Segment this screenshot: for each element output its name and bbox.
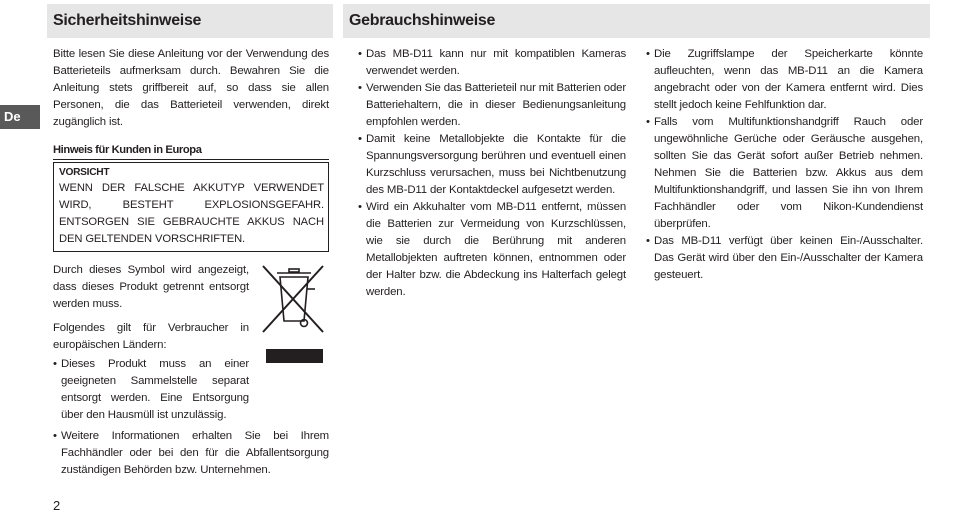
- europe-notice-heading: Hinweis für Kunden in Europa: [53, 142, 329, 160]
- list-item: • Das MB-D11 verfügt über keinen Ein-/Ausschalter. Das Gerät wird über den Ein-/Ausschalter der Kamera gesteuert.: [646, 233, 923, 284]
- warning-text: WENN DER FALSCHE AKKUTYP VERWENDET WIRD, BESTEHT EXPLOSIONSGEFAHR. ENTSORGEN SIE GEBRAUCHTE AKKUS NACH DEN GELTENDEN VORSCHRIFTEN.: [59, 182, 324, 245]
- list-item: • Damit keine Metallobjekte die Kontakte für die Spannungsversorgung berühren und eventuell einen Kurzschluss verursachen, muss bei Nichtbenutzung des MB-D11 der Kontaktdeckel aufgesetzt werden.: [358, 131, 626, 199]
- list-item: • Verwenden Sie das Batterieteil nur mit Batterien oder Batteriehaltern, die in dieser Bedienungsanleitung empfohlen werden.: [358, 80, 626, 131]
- disposal-list: [53, 356, 329, 483]
- disposal-symbol-text: Durch dieses Symbol wird angezeigt, dass dieses Produkt getrennt entsorgt werden muss.: [53, 264, 249, 310]
- crossed-bin-icon: [259, 263, 327, 335]
- list-item: • Weitere Informationen erhalten Sie bei Ihrem Fachhändler oder bei den für die Abfallentsorgung zuständigen Behörden bzw. Unternehmen.: [53, 428, 329, 479]
- list-item: • Falls vom Multifunktionshandgriff Rauch oder ungewöhnliche Gerüche oder Geräusche ausgehen, sollten Sie das Gerät sofort außer Betrieb nehmen. Nehmen Sie die Batterien bzw. Akkus aus dem Multifunktionshandgriff, und lassen Sie ihn von Ihrem Fachhändler oder vom Nikon-Kundendienst überprüfen.: [646, 114, 923, 233]
- consumers-text: Folgendes gilt für Verbraucher in europäischen Ländern:: [53, 322, 249, 351]
- warning-box: [53, 162, 329, 252]
- language-tab: De: [0, 105, 40, 129]
- warning-title: VORSICHT: [59, 167, 110, 178]
- list-item: • Wird ein Akkuhalter vom MB-D11 entfernt, müssen die Batterien zur Vermeidung von Kurzschlüssen, wie sie durch die Berührung mit anderen Metallobjekten auftreten können, entnommen oder der Halter bzw. die Abdeckung ins Halterfach gelegt werden.: [358, 199, 626, 301]
- usage-header: Gebrauchshinweise: [343, 4, 930, 38]
- usage-list-column-1: [358, 46, 626, 301]
- safety-header: Sicherheitshinweise: [47, 4, 333, 38]
- page-number: 2: [53, 498, 61, 513]
- usage-list-column-2: [646, 46, 923, 284]
- list-item: • Das MB-D11 kann nur mit kompatiblen Kameras verwendet werden.: [358, 46, 626, 80]
- list-item: • Die Zugriffslampe der Speicherkarte könnte aufleuchten, wenn das MB-D11 an die Kamera angebracht oder von der Kamera entfernt wird. Dies stellt jedoch keine Fehlfunktion dar.: [646, 46, 923, 114]
- list-item: • Dieses Produkt muss an einer geeigneten Sammelstelle separat entsorgt werden. Eine Entsorgung über den Hausmüll ist unzulässig.: [53, 356, 329, 424]
- intro-paragraph: Bitte lesen Sie diese Anleitung vor der Verwendung des Batterieteils aufmerksam durch. Bewahren Sie die Anleitung stets griffbereit auf, so dass sie allen Personen, die das Batterieteil verwenden, direkt zugänglich ist.: [53, 48, 329, 128]
